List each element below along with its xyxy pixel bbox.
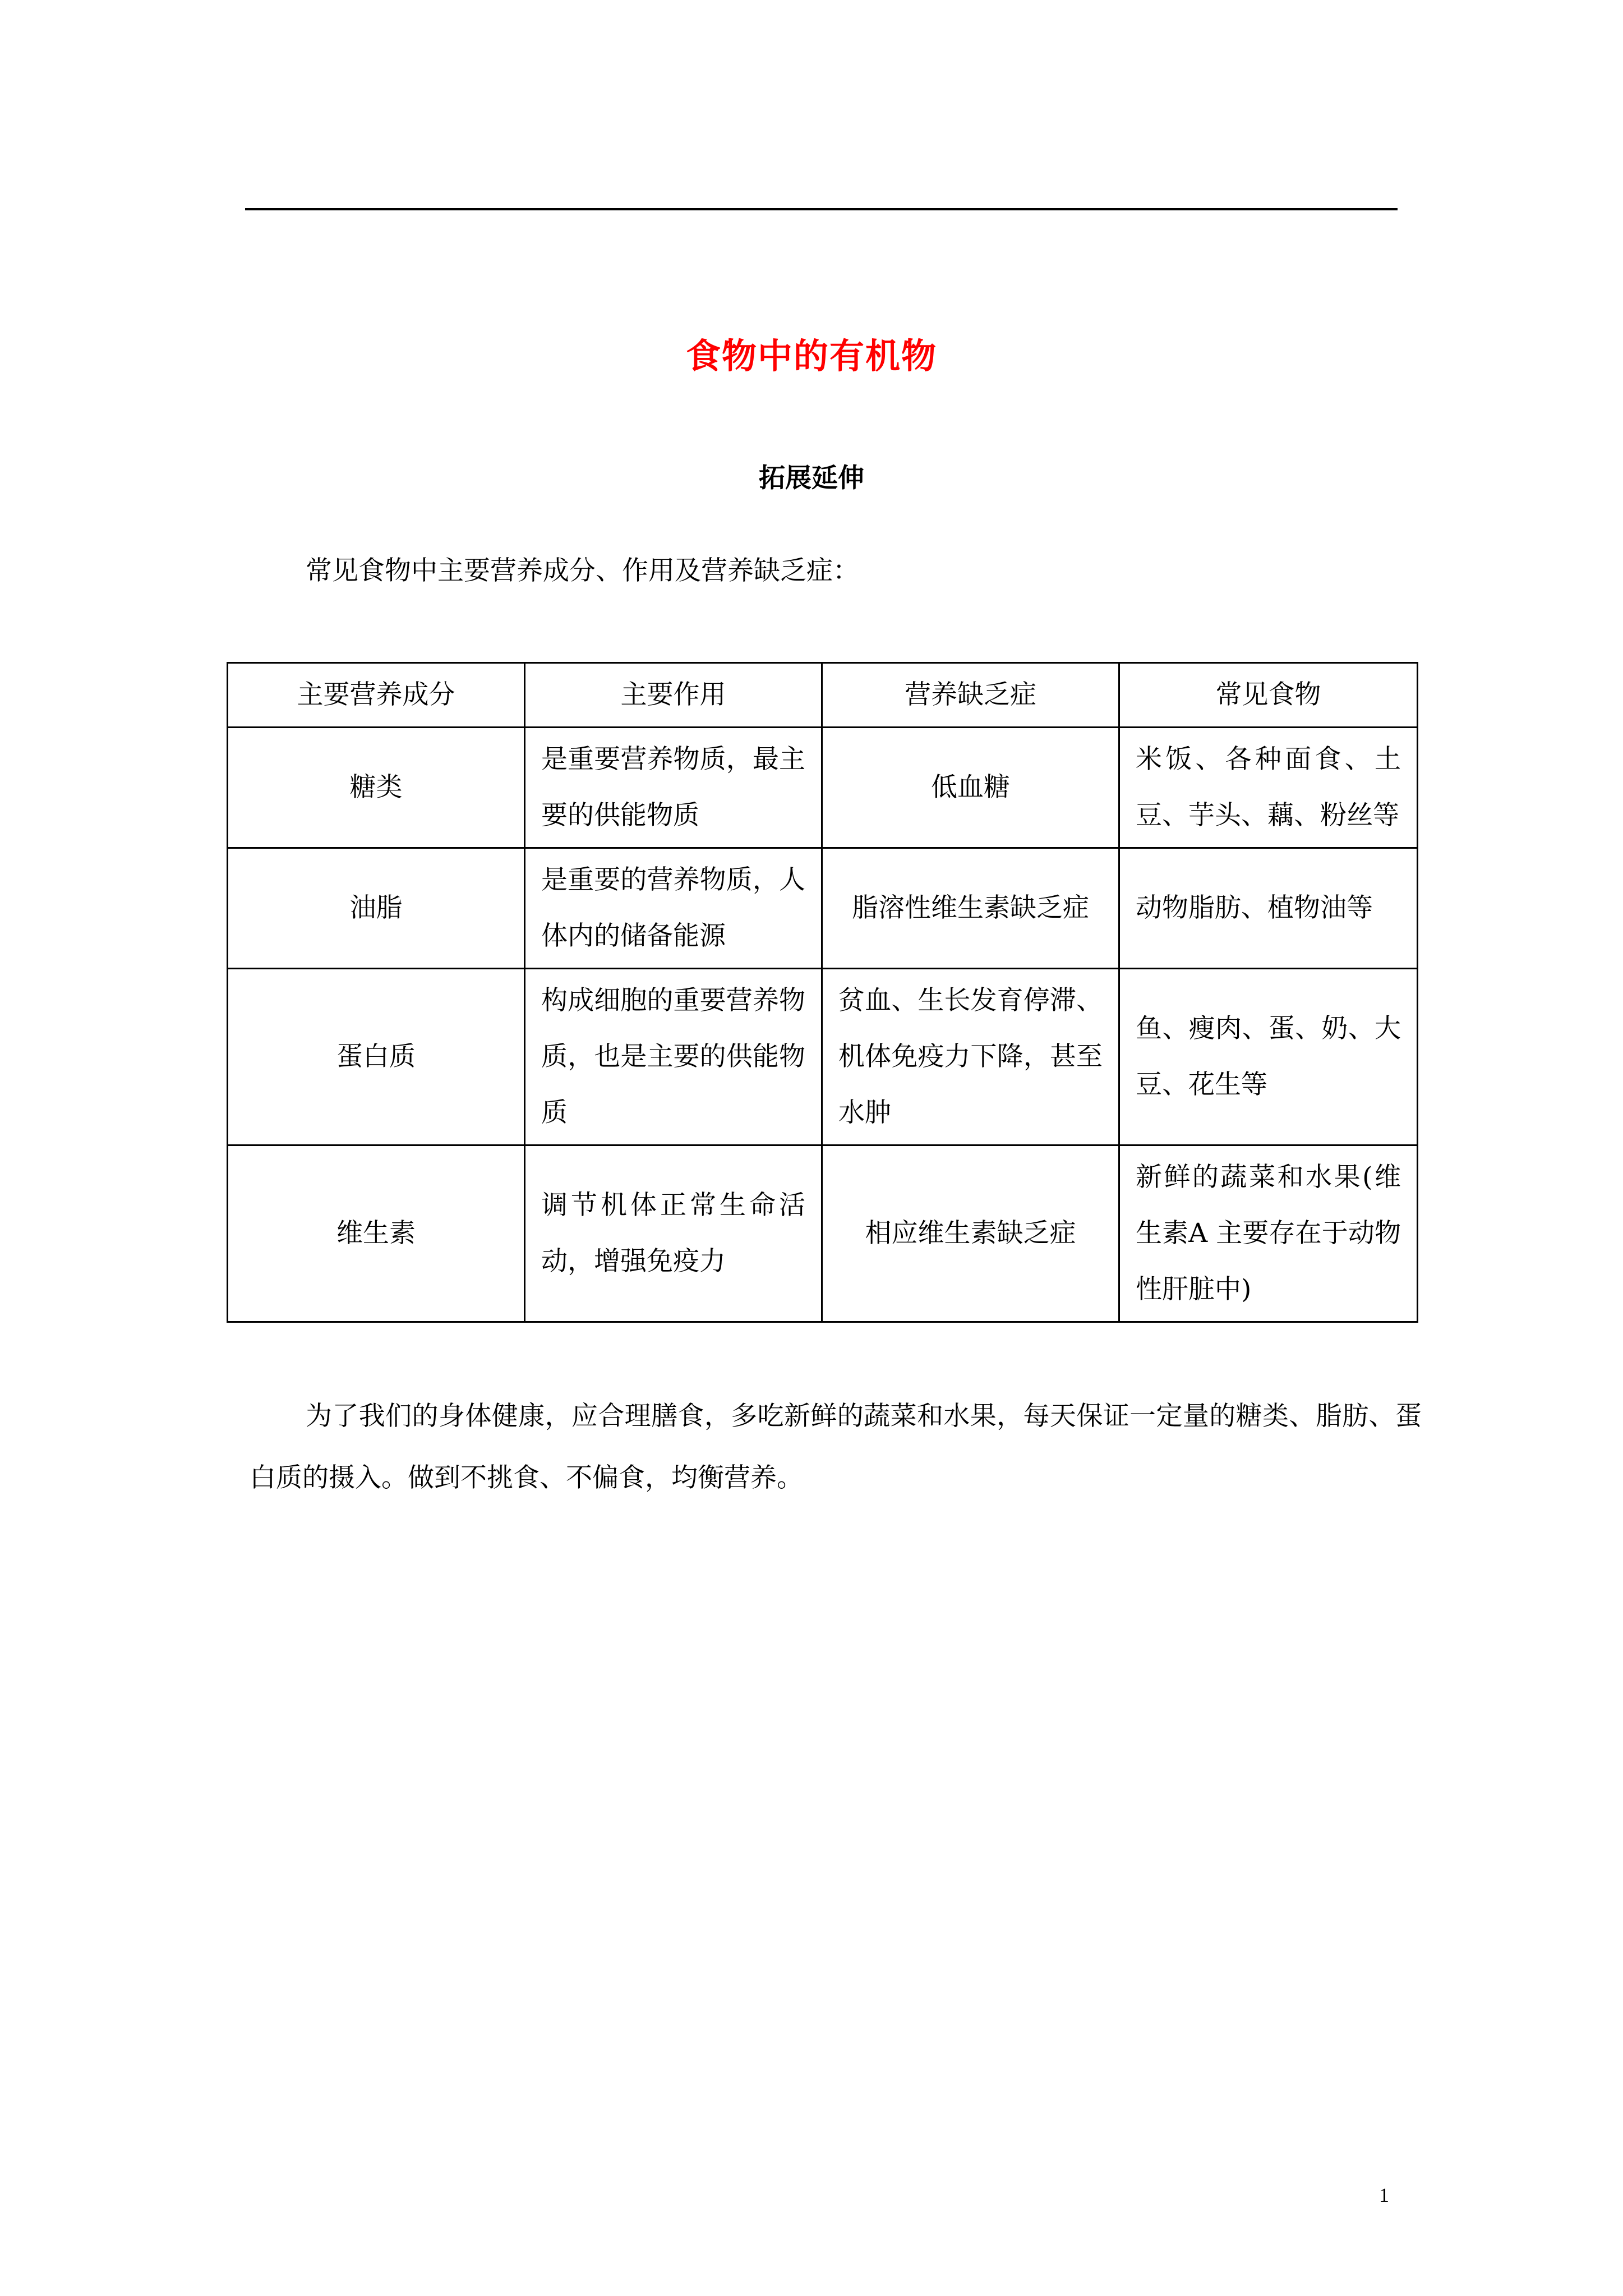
cell-nutrient: 糖类: [228, 728, 525, 848]
header-rule: [245, 208, 1398, 210]
cell-deficiency: 贫血、生长发育停滞、机体免疫力下降，甚至水肿: [822, 969, 1119, 1145]
cell-function: 是重要的营养物质，人体内的储备能源: [525, 848, 822, 969]
cell-foods: 鱼、瘦肉、蛋、奶、大豆、花生等: [1119, 969, 1418, 1145]
cell-foods: 动物脂肪、植物油等: [1119, 848, 1418, 969]
nutrient-table: [227, 662, 1418, 1323]
table-row: [228, 728, 1418, 848]
cell-foods: 新鲜的蔬菜和水果(维生素A 主要存在于动物性肝脏中): [1119, 1145, 1418, 1322]
cell-foods: 米饭、各种面食、土豆、芋头、藕、粉丝等: [1119, 728, 1418, 848]
document-title: 食物中的有机物: [685, 335, 937, 376]
cell-function: 构成细胞的重要营养物质，也是主要的供能物质: [525, 969, 822, 1145]
header-nutrient: 主要营养成分: [228, 663, 525, 728]
cell-nutrient: 维生素: [228, 1145, 525, 1322]
cell-deficiency: 脂溶性维生素缺乏症: [822, 848, 1119, 969]
cell-nutrient: 蛋白质: [228, 969, 525, 1145]
table-row: [228, 969, 1418, 1145]
section-heading: 拓展延伸: [759, 463, 864, 494]
table-row: [228, 1145, 1418, 1322]
cell-deficiency: 低血糖: [822, 728, 1119, 848]
cell-function: 是重要营养物质，最主要的供能物质: [525, 728, 822, 848]
table-row: [228, 848, 1418, 969]
header-deficiency: 营养缺乏症: [822, 663, 1119, 728]
cell-nutrient: 油脂: [228, 848, 525, 969]
cell-function: 调节机体正常生命活动，增强免疫力: [525, 1145, 822, 1322]
table-header-row: [228, 663, 1418, 728]
page-number: 1: [1379, 2184, 1389, 2206]
cell-deficiency: 相应维生素缺乏症: [822, 1145, 1119, 1322]
intro-paragraph: 常见食物中主要营养成分、作用及营养缺乏症：: [306, 555, 859, 586]
closing-paragraph: 为了我们的身体健康，应合理膳食，多吃新鲜的蔬菜和水果，每天保证一定量的糖类、脂肪、蛋白质的摄入。做到不挑食、不偏食，均衡营养。: [250, 1401, 1422, 1493]
header-foods: 常见食物: [1119, 663, 1418, 728]
header-function: 主要作用: [525, 663, 822, 728]
